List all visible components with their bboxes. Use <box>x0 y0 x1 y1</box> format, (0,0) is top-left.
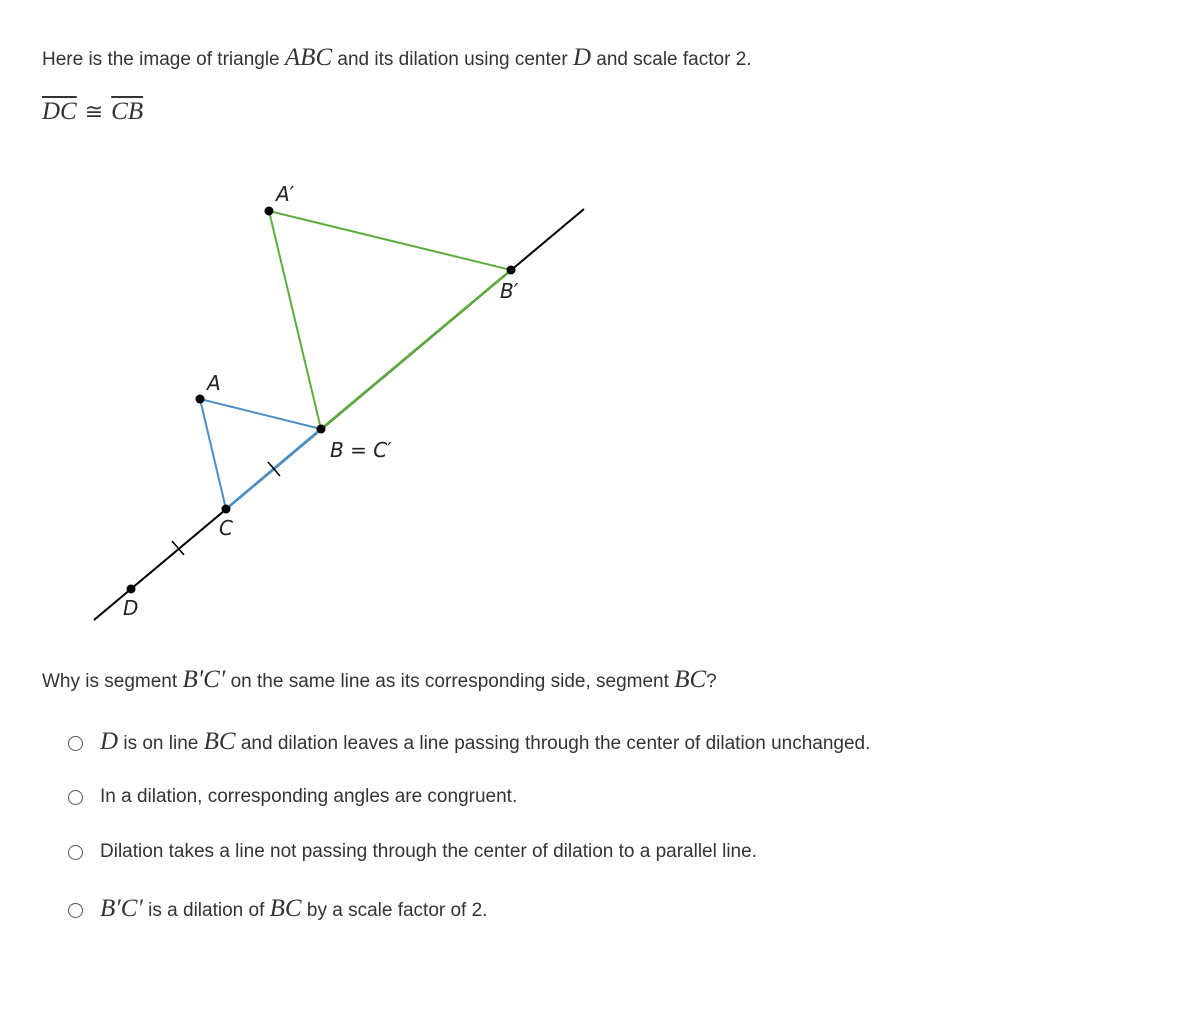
prompt-center-name: D <box>572 44 591 71</box>
option-1-text-a: is on line <box>118 733 204 754</box>
question-text-middle: on the same line as its corresponding side, segment <box>225 671 675 692</box>
point-a <box>196 395 205 404</box>
point-a-prime <box>265 207 274 216</box>
question-text-after: ? <box>706 671 717 692</box>
label-b-prime: B′ <box>500 279 519 303</box>
segment-dc: $\overline{DC}$ <box>42 98 77 125</box>
radio-button[interactable] <box>68 736 83 751</box>
option-4-math-mid: BC <box>269 895 302 922</box>
segment-ab <box>200 399 321 429</box>
answer-option-3-label: Dilation takes a line not passing through the center of dilation to a parallel line. <box>100 841 757 862</box>
segment-b-prime-c-prime <box>321 270 511 429</box>
prompt-text-after: and scale factor 2. <box>591 49 752 70</box>
segment-a-prime-c-prime <box>269 211 321 429</box>
prompt-triangle-name: ABC <box>284 44 333 71</box>
option-1-text-b: and dilation leaves a line passing through the center of dilation unchanged. <box>235 733 871 754</box>
answer-option-2[interactable] <box>68 781 517 813</box>
point-c <box>222 505 231 514</box>
answer-option-4-label <box>100 893 487 927</box>
radio-button[interactable] <box>68 845 83 860</box>
label-b-equals-c-prime: B = C′ <box>330 438 392 462</box>
congruent-symbol: ≅ <box>84 99 104 124</box>
segment-a-prime-b-prime <box>269 211 511 270</box>
segment-cb: $\overline{CB}$ <box>111 98 144 125</box>
answer-option-3[interactable] <box>68 836 757 868</box>
radio-button[interactable] <box>68 903 83 918</box>
answer-option-1[interactable] <box>68 726 870 760</box>
question-segment-image: B′C′ <box>182 666 226 693</box>
question-text-before: Why is segment <box>42 671 183 692</box>
option-4-text-b: by a scale factor of 2. <box>301 900 488 921</box>
question-segment: BC <box>674 666 707 693</box>
point-b-prime <box>507 266 516 275</box>
option-4-text-a: is a dilation of <box>142 900 270 921</box>
radio-button[interactable] <box>68 790 83 805</box>
option-1-math-mid: BC <box>203 728 236 755</box>
label-a: A <box>207 371 221 395</box>
label-a-prime: A′ <box>276 182 295 206</box>
answer-option-2-label: In a dilation, corresponding angles are congruent. <box>100 786 518 807</box>
point-d <box>127 585 136 594</box>
answer-option-1-label <box>100 726 870 760</box>
prompt-text-before: Here is the image of triangle <box>42 49 285 70</box>
point-b-c-prime <box>317 425 326 434</box>
answer-option-4[interactable] <box>68 893 487 927</box>
label-c: C <box>219 516 233 540</box>
option-1-math-lead: D <box>100 728 119 755</box>
label-d: D <box>123 596 139 620</box>
prompt-text-middle: and its dilation using center <box>332 49 573 70</box>
option-4-math-lead: B′C′ <box>100 895 143 922</box>
question-text <box>42 664 717 698</box>
segment-ac <box>200 399 226 509</box>
